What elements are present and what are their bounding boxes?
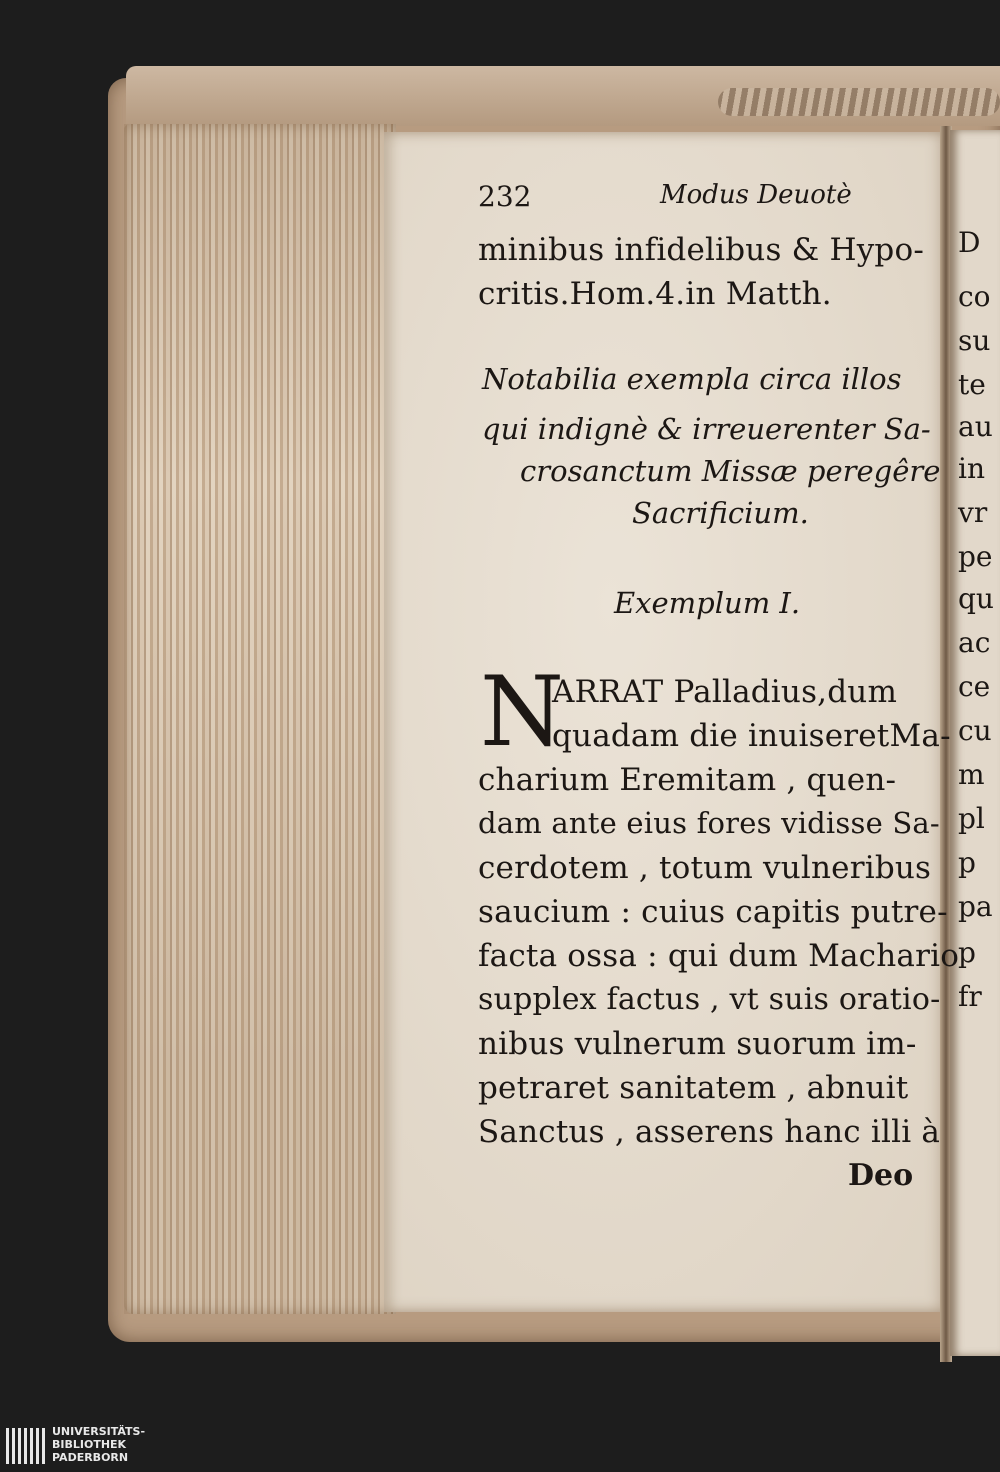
next-page-text: co: [958, 280, 991, 313]
library-name-line: BIBLIOTHEK: [52, 1438, 127, 1451]
section-heading-line: qui indignè & irreuerenter Sa-: [482, 412, 931, 446]
next-page-text: vr: [958, 496, 988, 529]
section-heading-line: crosanctum Missæ peregêre: [520, 454, 941, 488]
next-page-text: pe: [958, 540, 993, 573]
drop-cap: N: [480, 656, 564, 768]
next-page-text: m: [958, 758, 985, 791]
next-page-text: fr: [958, 980, 982, 1013]
page-number: 232: [478, 180, 532, 213]
university-library-logo-icon: [6, 1428, 46, 1464]
running-head: Modus Deuotè: [660, 180, 852, 210]
next-page-text: su: [958, 324, 991, 357]
footer-bar: [0, 1420, 1000, 1472]
text-line: quadam die inuiseretMa-: [552, 718, 951, 754]
next-page-text: D: [958, 226, 981, 259]
next-page-text: cu: [958, 714, 992, 747]
text-line: supplex factus , vt suis oratio-: [478, 982, 941, 1017]
text-line: nibus vulnerum suorum im-: [478, 1026, 917, 1062]
section-heading-line: Notabilia exempla circa illos: [482, 362, 902, 396]
text-line: petraret sanitatem , abnuit: [478, 1070, 909, 1106]
next-page-text: in: [958, 452, 985, 485]
text-line: ARRAT Palladius,dum: [552, 674, 898, 710]
catchword: Deo: [848, 1158, 914, 1193]
text-line: critis.Hom.4.in Matth.: [478, 276, 832, 312]
text-line: minibus infidelibus & Hypo-: [478, 232, 924, 268]
next-page-text: pa: [958, 890, 993, 923]
section-heading-line: Sacrificium.: [632, 496, 809, 530]
binding-thread: [718, 88, 1000, 116]
next-page-text: p: [958, 846, 976, 879]
text-line: Sanctus , asserens hanc illi à: [478, 1114, 941, 1150]
library-name-line: UNIVERSITÄTS-: [52, 1425, 146, 1438]
next-page-text: au: [958, 410, 993, 443]
next-page-text: pl: [958, 802, 985, 835]
next-page-text: p: [958, 936, 976, 969]
next-page-text: te: [958, 368, 986, 401]
next-page-text: ac: [958, 626, 991, 659]
text-line: dam ante eius fores vidisse Sa-: [478, 806, 940, 840]
library-name: [52, 1425, 145, 1464]
page-edges: [124, 124, 396, 1314]
library-name-line: PADERBORN: [52, 1451, 129, 1464]
text-line: facta ossa : qui dum Machario: [478, 938, 960, 974]
next-page-text: qu: [958, 582, 994, 615]
text-line: cerdotem , totum vulneribus: [478, 850, 932, 886]
text-line: charium Eremitam , quen-: [478, 762, 897, 798]
text-line: saucium : cuius capitis putre-: [478, 894, 948, 930]
next-page-text: ce: [958, 670, 991, 703]
example-heading: Exemplum I.: [614, 586, 801, 620]
right-page-fragment: [950, 130, 1000, 1356]
